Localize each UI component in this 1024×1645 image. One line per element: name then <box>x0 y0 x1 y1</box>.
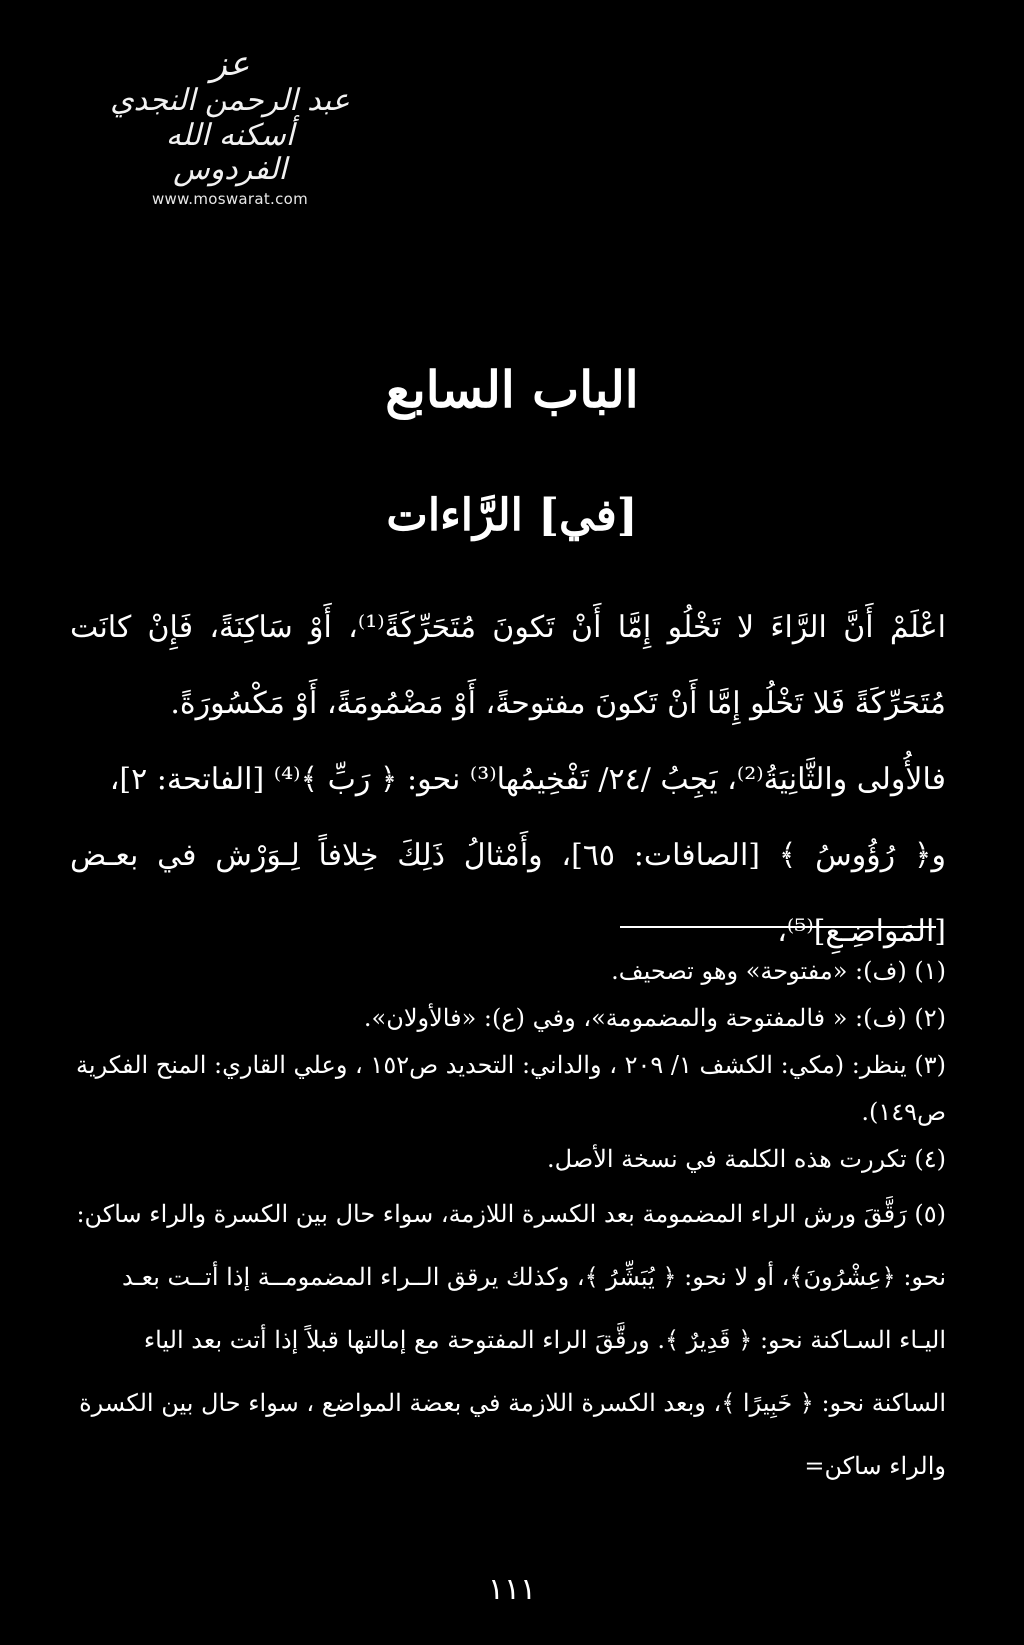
chapter-title: الباب السابع <box>385 360 639 419</box>
page-number: ١١١ <box>487 1572 537 1607</box>
stamp-line-1: عز <box>210 44 250 84</box>
footnotes <box>70 948 946 1498</box>
stamp-line-2: عبد الرحمن النجدي <box>110 83 350 119</box>
footnote: (٥) رَقَّقَ ورش الراء المضمومة بعد الكسرة اللازمة، سواء حال بين الكسرة والراء ساكن: نحو: ﴿عِشْرُونَ﴾، أو لا نحو: ﴿ يُبَشِّرُ ﴾، وكذلك يرقق الــراء المضمومــة إذا أتــت بعـد اليـاء السـاكنة نحو: ﴿ قَدِيرٌ ﴾. ورقَّقَ الراء المفتوحة مع إمالتها قبلاً إذا أتت بعد الياء الساكنة نحو: ﴿ خَبِيرًا ﴾، وبعد الكسرة اللازمة في بعضة المواضع ، سواء حال بين الكسرة والراء ساكن= <box>76 1200 946 1480</box>
section-title: [في] الرَّاءات <box>386 490 638 541</box>
footnote: (٢) (ف): « فالمفتوحة والمضمومة»، وفي (ع): «فالأولان». <box>363 1004 946 1032</box>
footnote: (٣) ينظر: (مكي: الكشف ١/ ٢٠٩ ، والداني: التحديد ص١٥٢ ، وعلي القاري: المنح الفكرية ص١٤٩). <box>76 1051 946 1126</box>
paragraph: و﴿ رُؤُوسُ ﴾ [الصافات: ٦٥]، وأَمْثالُ ذَلِكَ خِلافاً لِـوَرْش في بعـض [المَواضِـعِ]⁽⁵⁾، <box>70 838 946 949</box>
footnote: (١) (ف): «مفتوحة» وهو تصحيف. <box>611 957 946 985</box>
stamp-logo <box>105 45 355 225</box>
stamp-url: www.moswarat.com <box>151 189 309 208</box>
stamp-line-3: أسكنه الله الفردوس <box>165 117 295 188</box>
paragraph: فالأُولى والثَّانِيَةُ⁽²⁾، يَجِبُ /٢٤/ تَفْخِيمُها⁽³⁾ نحو: ﴿ رَبِّ ﴾⁽⁴⁾ [الفاتحة: ٢]، <box>109 762 946 797</box>
footnote-divider <box>620 926 936 928</box>
paragraph: اعْلَمْ أَنَّ الرَّاءَ لا تَخْلُو إِمَّا أَنْ تَكونَ مُتَحَرِّكَةً⁽¹⁾، أَوْ سَاكِنَةً، فَإِنْ كانَت مُتَحَرِّكَةً فَلا تَخْلُو إِمَّا أَنْ تَكونَ مفتوحةً، أَوْ مَضْمُومَةً، أَوْ مَكْسُورَةً. <box>70 610 946 721</box>
footnote: (٤) تكررت هذه الكلمة في نسخة الأصل. <box>547 1145 946 1173</box>
main-text <box>70 590 946 970</box>
